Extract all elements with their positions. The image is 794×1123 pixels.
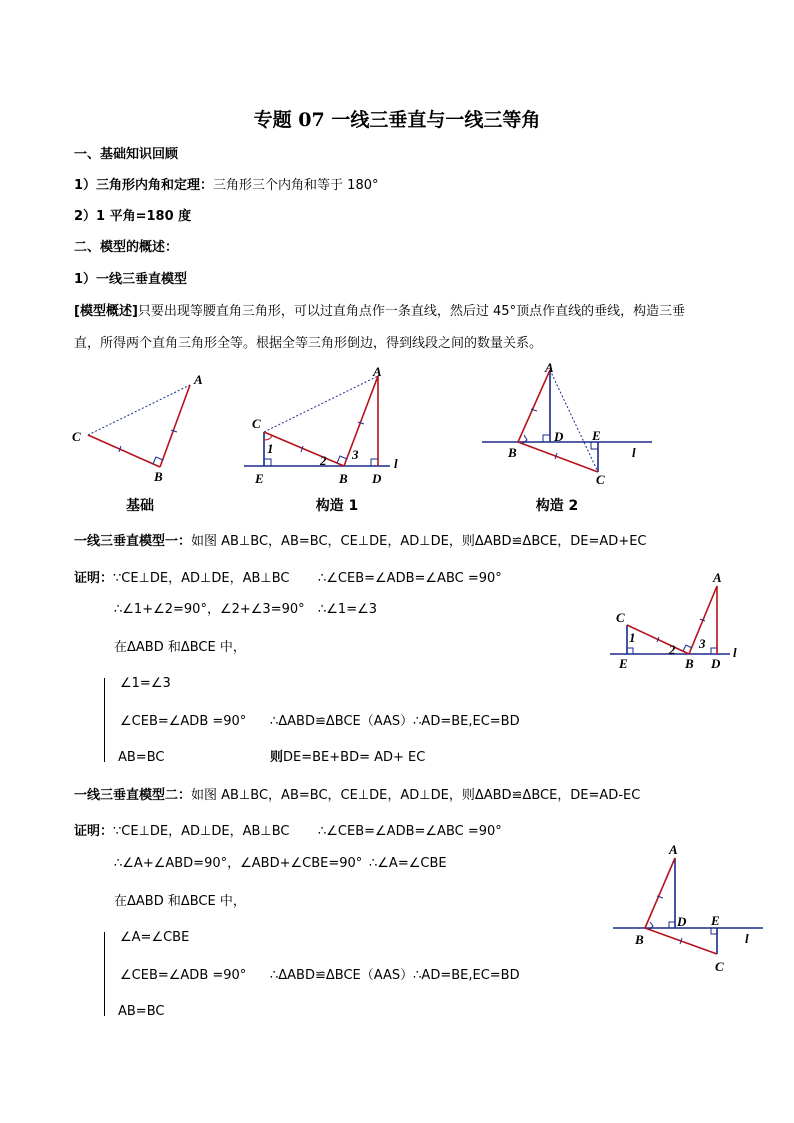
desc-label: [模型概述] (74, 304, 138, 319)
model2-proof-line2a: ∴∠A+∠ABD=90°，∠ABD+∠CBE=90° (114, 856, 363, 871)
model2-heading (74, 788, 640, 804)
label-B: B (154, 469, 163, 484)
section1-item1 (74, 178, 379, 194)
label-l: l (394, 456, 398, 471)
model2-proof-line1 (74, 824, 289, 840)
model2-brace (104, 932, 115, 1016)
figure-construct-1 (240, 362, 415, 490)
model2-heading-label: 一线三垂直模型二： (74, 788, 192, 803)
model1-brace (104, 678, 115, 762)
label-2: 2 (669, 642, 676, 657)
label-C: C (252, 416, 261, 431)
subheading-model: 1）一线三垂直模型 (74, 272, 188, 287)
label-D: D (711, 656, 721, 671)
conclusion-text: DE=BE+BD= AD+ EC (283, 750, 426, 765)
label-3: 3 (699, 636, 706, 651)
label-A: A (669, 842, 678, 857)
model2-in-triangles: 在ΔABD 和ΔBCE 中， (114, 894, 246, 909)
figure-model2 (605, 840, 770, 980)
label-l: l (745, 931, 749, 946)
label-A: A (194, 372, 203, 387)
model1-heading-text: 如图 AB⊥BC，AB=BC，CE⊥DE，AD⊥DE，则ΔABD≌ΔBCE，DE=AD+EC (191, 534, 647, 549)
section1-item2: 2）1 平角=180 度 (74, 209, 192, 224)
proof-given: ∵CE⊥DE，AD⊥DE，AB⊥BC (113, 824, 290, 839)
item1-text: 三角形三个内角和等于 180° (213, 178, 379, 193)
label-B: B (635, 932, 644, 947)
model1-heading-label: 一线三垂直模型一： (74, 534, 192, 549)
section-heading-1: 一、基础知识回顾 (74, 147, 179, 162)
model1-result: ∴ΔABD≌ΔBCE（AAS）∴AD=BE,EC=BD (270, 714, 520, 729)
label-C: C (616, 610, 625, 625)
caption-construct-1: 构造 1 (315, 498, 359, 514)
caption-basic: 基础 (126, 498, 154, 514)
section-heading-2: 二、模型的概述： (74, 240, 179, 255)
label-E: E (619, 656, 628, 671)
label-D: D (677, 914, 687, 929)
label-E: E (711, 913, 720, 928)
model1-proof-line1b: ∴∠CEB=∠ADB=∠ABC =90° (318, 571, 502, 586)
label-C: C (596, 472, 605, 487)
label-E: E (592, 428, 601, 443)
label-D: D (372, 471, 382, 486)
model2-cond3: AB=BC (118, 1004, 165, 1019)
model2-heading-text: 如图 AB⊥BC，AB=BC，CE⊥DE，AD⊥DE，则ΔABD≌ΔBCE，DE=AD-EC (191, 788, 641, 803)
desc-text: 只要出现等腰直角三角形，可以过直角点作一条直线，然后过 45°顶点作直线的垂线，构造三垂 (137, 304, 686, 319)
label-1: 1 (629, 630, 636, 645)
model1-conclusion (270, 750, 425, 766)
proof-label: 证明： (74, 571, 114, 586)
model1-proof-line2a: ∴∠1+∠2=90°，∠2+∠3=90° (114, 602, 305, 617)
label-3: 3 (352, 447, 359, 462)
label-B: B (339, 471, 348, 486)
model-description-line1 (74, 304, 685, 320)
model1-heading (74, 534, 647, 550)
model2-result: ∴ΔABD≌ΔBCE（AAS）∴AD=BE,EC=BD (270, 968, 520, 983)
label-l: l (632, 445, 636, 460)
item1-label: 1）三角形内角和定理： (74, 178, 214, 193)
model1-cond2: ∠CEB=∠ADB =90° (120, 714, 247, 729)
model2-proof-line1b: ∴∠CEB=∠ADB=∠ABC =90° (318, 824, 502, 839)
model1-cond1: ∠1=∠3 (120, 676, 171, 691)
label-B: B (685, 656, 694, 671)
model2-proof-line2b: ∴∠A=∠CBE (369, 856, 447, 871)
label-C: C (72, 429, 81, 444)
label-l: l (733, 645, 737, 660)
model2-cond1: ∠A=∠CBE (120, 930, 190, 945)
model1-cond3: AB=BC (118, 750, 165, 765)
label-1: 1 (267, 441, 274, 456)
figure-model1 (605, 570, 755, 675)
figure-basic (60, 365, 210, 485)
caption-construct-2: 构造 2 (535, 498, 579, 514)
label-2: 2 (320, 453, 327, 468)
label-A: A (713, 570, 722, 585)
page-title: 专题 07 一线三垂直与一线三等角 (253, 109, 541, 131)
figure-construct-2 (480, 362, 670, 490)
proof-given: ∵CE⊥DE，AD⊥DE，AB⊥BC (113, 571, 290, 586)
model1-proof-line2b: ∴∠1=∠3 (318, 602, 378, 617)
label-A: A (373, 364, 382, 379)
model2-cond2: ∠CEB=∠ADB =90° (120, 968, 247, 983)
proof-label: 证明： (74, 824, 114, 839)
label-D: D (554, 429, 564, 444)
label-E: E (255, 471, 264, 486)
model1-proof-line1 (74, 571, 289, 587)
conclusion-label: 则 (270, 750, 284, 765)
model1-in-triangles: 在ΔABD 和ΔBCE 中， (114, 640, 246, 655)
model-description-line2: 直，所得两个直角三角形全等。根据全等三角形倒边，得到线段之间的数量关系。 (74, 336, 543, 351)
label-A: A (545, 360, 554, 375)
label-B: B (508, 445, 517, 460)
label-C: C (715, 959, 724, 974)
